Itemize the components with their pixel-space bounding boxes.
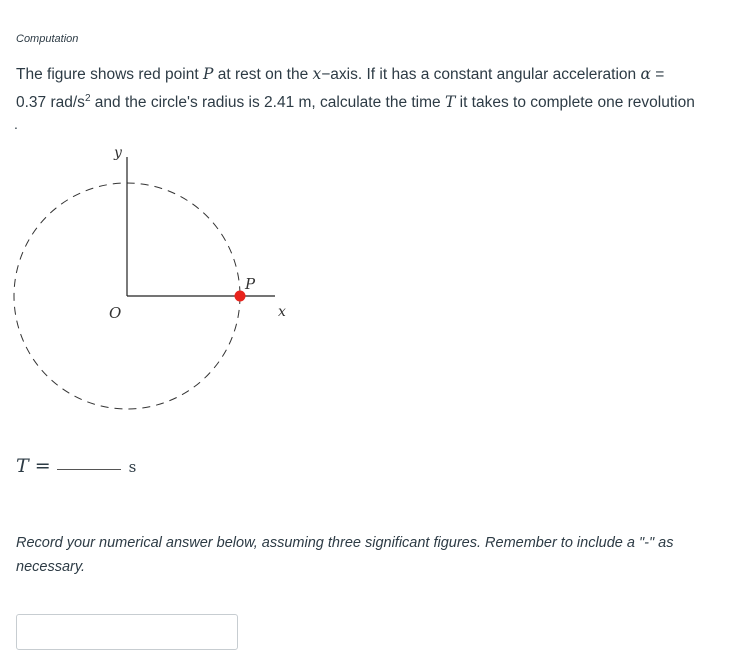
answer-unit: s bbox=[128, 458, 137, 476]
origin-label: O bbox=[109, 304, 122, 322]
answer-input[interactable] bbox=[16, 614, 238, 650]
answer-equals: = bbox=[34, 455, 51, 477]
x-axis-label: x bbox=[278, 304, 286, 320]
trailing-dot: . bbox=[14, 116, 18, 132]
answer-variable: T bbox=[16, 455, 29, 477]
answer-blank bbox=[57, 468, 121, 470]
category-label: Computation bbox=[16, 33, 79, 45]
point-p-label: P bbox=[245, 275, 256, 293]
instructions-text: Record your numerical answer below, assuming three significant figures. Remember to include a "-" as necessary. bbox=[16, 535, 674, 575]
answer-row bbox=[16, 455, 136, 477]
y-axis-label: y bbox=[114, 145, 122, 161]
question-text: The figure shows red point P at rest on the x−axis. If it has a constant angular acceleration α = 0.37 rad/$s^2$ and the circle's radius is 2.41 m, calculate the time T it takes to complete one revolution bbox=[16, 65, 695, 112]
red-point-p bbox=[235, 291, 246, 302]
